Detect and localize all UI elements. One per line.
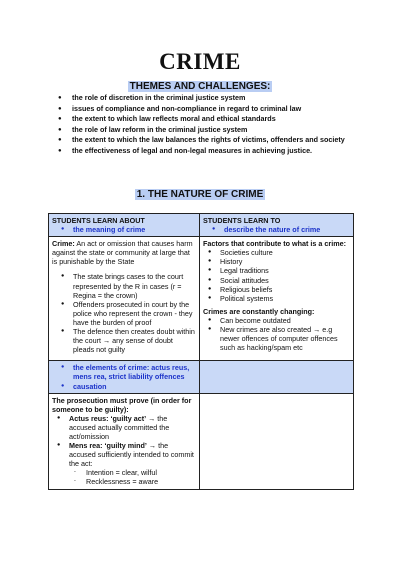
elements-detail-list [52,414,196,487]
factors-list [203,248,350,303]
changing-heading: Crimes are constantly changing: [203,306,315,316]
theme-item: ● the extent to which the law balances the rights of victims, offenders and society [48,135,358,146]
elements-cell [49,361,200,393]
page-title: CRIME [159,49,241,74]
mens-rea-term: Mens rea: ‘guilty mind’ [69,441,147,451]
list-item [52,414,196,441]
theme-item: ● the extent to which law reflects moral and ethical standards [48,114,358,125]
list-item: ● Social attitudes [203,276,350,285]
list-item: ● Can become outdated [203,316,350,325]
header-cell-learn-about [49,214,200,237]
list-item: ● New crimes are also created → e.g newer offences of computer offences such as hacking/spam etc [203,325,350,352]
col2-header: STUDENTS LEARN TO [203,216,281,225]
crime-definition-cell [49,237,200,361]
theme-item: ● issues of compliance and non-compliance in regard to criminal law [48,104,358,115]
factors-cell [200,237,354,361]
theme-item: ● the effectiveness of legal and non-legal measures in achieving justice. [48,146,358,157]
elements-empty-cell [200,361,354,393]
table-row [49,361,354,393]
col1-focus: ● the meaning of crime [52,225,196,234]
list-item: - Recklessness = aware [69,477,196,486]
actus-reus-text: → the accused actually committed the act/omission [69,413,170,441]
crime-term: Crime: [52,239,75,249]
section-heading-label: 1. THE NATURE OF CRIME [136,189,264,200]
crime-points-list [52,272,196,354]
list-item [52,441,196,486]
elements-list [52,363,196,390]
list-item: ● The state brings cases to the court represented by the R in cases (r = Regina = the crown) [52,272,196,299]
list-item: ● Political systems [203,294,350,303]
theme-item: ● the role of law reform in the criminal justice system [48,125,358,136]
prosecution-cell [49,393,200,489]
list-item: ● The defence then creates doubt within the court → any sense of doubt pleads not guilty [52,327,196,354]
list-item: ● the elements of crime: actus reus, mens rea, strict liability offences [52,363,196,381]
changing-list [203,316,350,352]
list-item: ● Offenders prosecuted in court by the police who represent the crown - they have the burden of proof [52,300,196,327]
actus-reus-term: Actus reus: ‘guilty act’ [69,413,147,423]
prosecution-empty-cell [200,393,354,489]
factors-heading: Factors that contribute to what is a crime: [203,239,346,249]
list-item: - Intention = clear, wilful [69,468,196,477]
col1-header: STUDENTS LEARN ABOUT [52,216,145,225]
table-row [49,214,354,237]
themes-heading [0,81,400,92]
list-item: ● Societies culture [203,248,350,257]
theme-item: ● the role of discretion in the criminal justice system [48,93,358,104]
list-item: ● History [203,257,350,266]
header-cell-learn-to [200,214,354,237]
crime-definition-text: An act or omission that causes harm against the state or community at large that is punishable by the State [52,239,193,267]
prosecution-heading: The prosecution must prove (in order for someone to be guilty): [52,395,192,414]
mens-rea-text: → the accused sufficiently intended to commit the act: [69,441,194,469]
themes-heading-label: THEMES AND CHALLENGES: [129,81,271,92]
syllabus-table [48,213,354,490]
section-heading [0,189,400,200]
table-row [49,393,354,489]
intent-levels-list [69,468,196,486]
list-item: ● causation [52,382,196,391]
themes-list [48,93,358,157]
list-item: ● Legal traditions [203,266,350,275]
table-row [49,237,354,361]
col2-focus: ● describe the nature of crime [203,225,350,234]
list-item: ● Religious beliefs [203,285,350,294]
crime-definition [52,239,196,266]
